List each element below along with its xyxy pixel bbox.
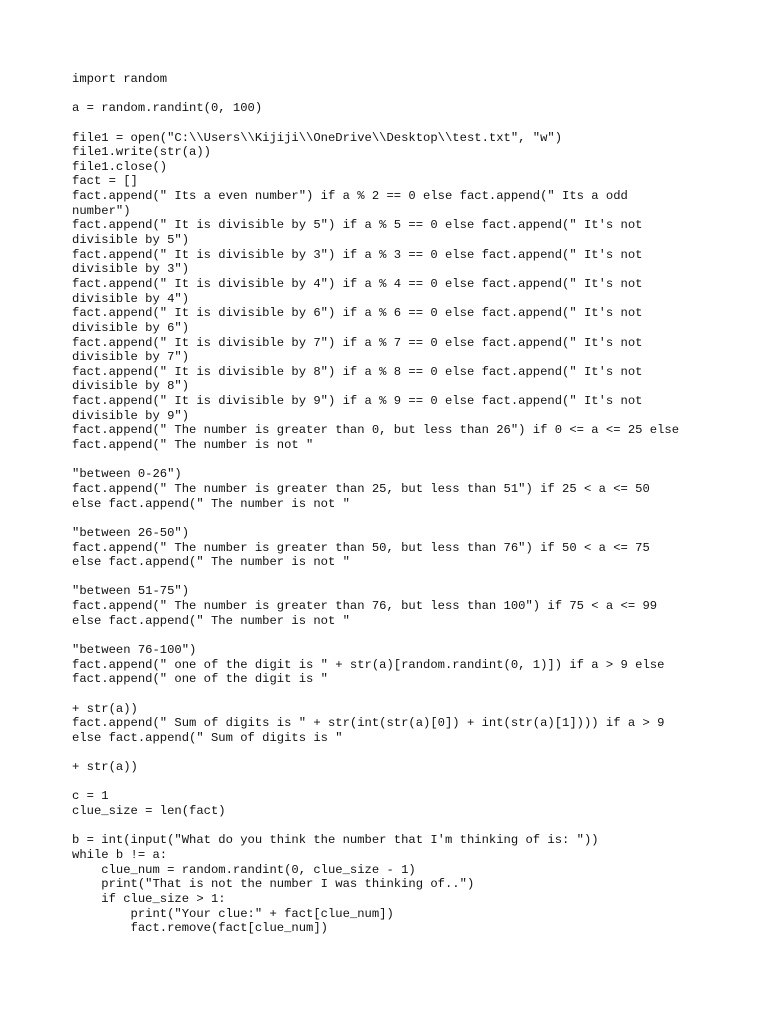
code-line: fact.append(" The number is greater than 50, but less than 76") if 50 < a <= 75 — [72, 540, 650, 555]
code-listing — [72, 72, 752, 936]
code-line: fact = [] — [72, 174, 138, 189]
code-line: divisible by 3") — [72, 262, 190, 277]
code-line: fact.append(" The number is greater than 0, but less than 26") if 0 <= a <= 25 else — [72, 423, 680, 438]
code-line: + str(a)) — [72, 760, 138, 775]
code-line — [72, 628, 752, 643]
code-line: import random — [72, 72, 168, 86]
code-line: fact.append(" Sum of digits is " + str(int(str(a)[0]) + int(str(a)[1]))) if a > 9 — [72, 716, 665, 731]
code-line: fact.append(" It is divisible by 9") if a % 9 == 0 else fact.append(" It's not — [72, 394, 643, 409]
code-line: fact.append(" It is divisible by 6") if a % 6 == 0 else fact.append(" It's not — [72, 306, 643, 321]
code-line: divisible by 4") — [72, 291, 190, 306]
code-line: b = int(input("What do you think the number that I'm thinking of is: ")) — [72, 833, 599, 848]
code-line: file1.close() — [72, 159, 168, 174]
code-line: fact.append(" The number is not " — [72, 438, 314, 453]
code-line: fact.append(" It is divisible by 4") if a % 4 == 0 else fact.append(" It's not — [72, 276, 643, 291]
code-line: "between 26-50") — [72, 525, 190, 540]
code-line — [72, 453, 752, 468]
code-line: file1.write(str(a)) — [72, 145, 211, 160]
code-line: if clue_size > 1: — [72, 891, 226, 906]
code-line: print("That is not the number I was thinking of..") — [72, 877, 475, 892]
code-line: fact.append(" one of the digit is " — [72, 672, 328, 687]
code-line: else fact.append(" The number is not " — [72, 555, 350, 570]
code-line: fact.append(" It is divisible by 7") if a % 7 == 0 else fact.append(" It's not — [72, 335, 643, 350]
code-line: fact.append(" It is divisible by 3") if a % 3 == 0 else fact.append(" It's not — [72, 247, 643, 262]
code-line: clue_num = random.randint(0, clue_size - 1) — [72, 862, 416, 877]
code-line: else fact.append(" The number is not " — [72, 613, 350, 628]
code-line: fact.append(" It is divisible by 5") if a % 5 == 0 else fact.append(" It's not — [72, 218, 643, 233]
code-line: fact.append(" It is divisible by 8") if a % 8 == 0 else fact.append(" It's not — [72, 364, 643, 379]
code-line: print("Your clue:" + fact[clue_num]) — [72, 906, 394, 921]
code-line: + str(a)) — [72, 701, 138, 716]
code-line: file1 = open("C:\\Users\\Kijiji\\OneDrive\\Desktop\\test.txt", "w") — [72, 130, 563, 145]
code-line — [72, 745, 752, 760]
code-line — [72, 511, 752, 526]
code-line: number") — [72, 203, 131, 218]
code-line: else fact.append(" The number is not " — [72, 496, 350, 511]
code-line: fact.remove(fact[clue_num]) — [72, 921, 328, 936]
code-line: while b != a: — [72, 847, 168, 862]
code-line: divisible by 6") — [72, 320, 190, 335]
code-line — [72, 570, 752, 585]
code-line: divisible by 9") — [72, 408, 190, 423]
code-line — [72, 687, 752, 702]
code-line: divisible by 5") — [72, 233, 190, 248]
code-line — [72, 87, 752, 102]
code-line: fact.append(" one of the digit is " + str(a)[random.randint(0, 1)]) if a > 9 else — [72, 657, 665, 672]
code-line: a = random.randint(0, 100) — [72, 101, 263, 116]
code-line: fact.append(" The number is greater than 25, but less than 51") if 25 < a <= 50 — [72, 481, 650, 496]
code-line: fact.append(" Its a even number") if a % 2 == 0 else fact.append(" Its a odd — [72, 189, 628, 204]
code-line: fact.append(" The number is greater than 76, but less than 100") if 75 < a <= 99 — [72, 599, 658, 614]
code-line: c = 1 — [72, 789, 109, 804]
code-line: "between 51-75") — [72, 584, 190, 599]
code-line: divisible by 7") — [72, 350, 190, 365]
code-line: "between 0-26") — [72, 467, 182, 482]
code-line: "between 76-100") — [72, 642, 197, 657]
code-line — [72, 775, 752, 790]
code-line — [72, 116, 752, 131]
code-line: divisible by 8") — [72, 379, 190, 394]
code-line — [72, 819, 752, 834]
code-line: clue_size = len(fact) — [72, 804, 226, 819]
code-line: else fact.append(" Sum of digits is " — [72, 730, 343, 745]
